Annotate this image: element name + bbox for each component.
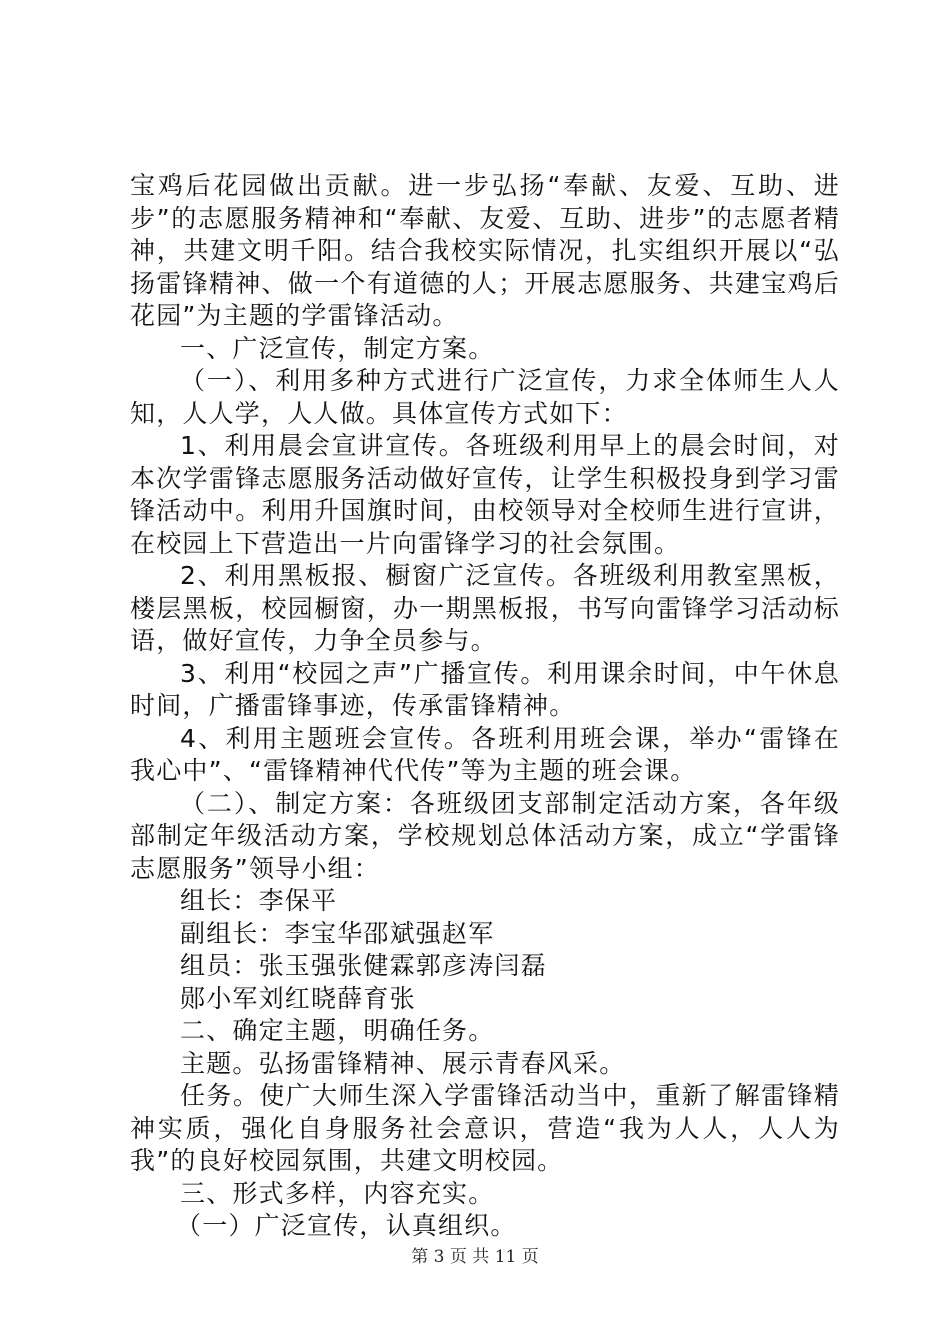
list-item: 组长：李保平 — [180, 886, 338, 915]
paragraph: 主题。弘扬雷锋精神、展示青春风采。 — [180, 1048, 626, 1078]
paragraph: （一）、利用多种方式进行广泛宣传，力求全体师生人人知，人人学，人人做。具体宣传方式如下： — [130, 366, 840, 428]
paragraph: 1、利用晨会宣讲宣传。各班级利用早上的晨会时间，对本次学雷锋志愿服务活动做好宣传，让学生积极投身到学习雷锋活动中。利用升国旗时间，由校领导对全校师生进行宣讲，在校园上下营造出一片向雷锋学习的社会氛围。 — [130, 431, 840, 558]
list-item: 组员：张玉强张健霖郭彦涛闫磊 — [180, 951, 547, 980]
page-footer: 第 3 页 共 11 页 — [411, 1247, 539, 1267]
paragraph: 3、利用“校园之声”广播宣传。利用课余时间，中午休息时间，广播雷锋事迹，传承雷锋精神。 — [130, 658, 840, 720]
section-heading: 三、形式多样，内容充实。 — [180, 1178, 495, 1208]
subsection-heading: （一）广泛宣传，认真组织。 — [176, 1211, 517, 1240]
section-heading: 一、广泛宣传，制定方案。 — [180, 333, 495, 363]
paragraph: 任务。使广大师生深入学雷锋活动当中，重新了解雷锋精神实质，强化自身服务社会意识，营造“我为人人，人人为我”的良好校园氛围，共建文明校园。 — [130, 1081, 840, 1175]
section-heading: 二、确定主题，明确任务。 — [180, 1016, 495, 1045]
document-body — [130, 170, 840, 1243]
paragraph: 2、利用黑板报、橱窗广泛宣传。各班级利用教室黑板，楼层黑板，校园橱窗，办一期黑板报，书写向雷锋学习活动标语，做好宣传，力争全员参与。 — [130, 561, 840, 655]
list-item: 郧小军刘红晓薛育张 — [180, 983, 416, 1013]
paragraph: 宝鸡后花园做出贡献。进一步弘扬“奉献、友爱、互助、进步”的志愿服务精神和“奉献、友爱、互助、进步”的志愿者精神，共建文明千阳。结合我校实际情况，扎实组织开展以“弘扬雷锋精神、做一个有道德的人；开展志愿服务、共建宝鸡后花园”为主题的学雷锋活动。 — [130, 171, 840, 330]
paragraph: 4、利用主题班会宣传。各班利用班会课，举办“雷锋在我心中”、“雷锋精神代代传”等为主题的班会课。 — [130, 723, 840, 785]
paragraph: （二）、制定方案：各班级团支部制定活动方案，各年级部制定年级活动方案，学校规划总体活动方案，成立“学雷锋志愿服务”领导小组： — [130, 788, 840, 883]
list-item: 副组长：李宝华邵斌强赵军 — [180, 918, 495, 948]
